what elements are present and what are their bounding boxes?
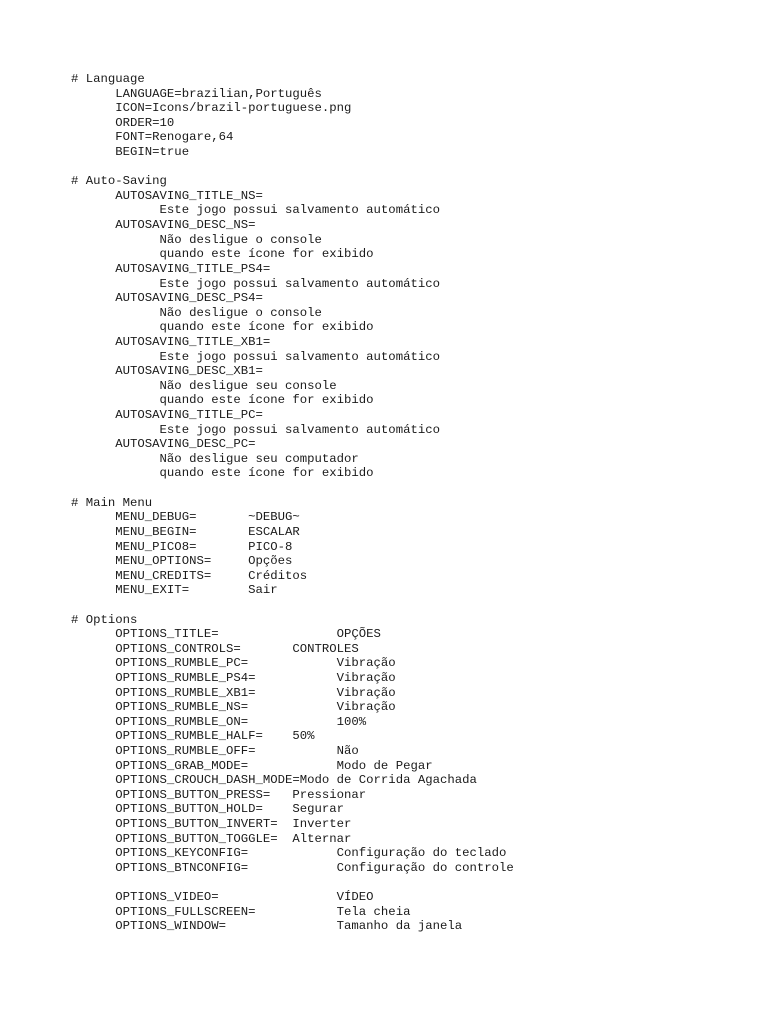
text-line: OPTIONS_RUMBLE_ON= 100% (71, 714, 367, 729)
text-line: OPTIONS_BUTTON_PRESS= Pressionar (71, 787, 367, 802)
text-line: OPTIONS_VIDEO= VÍDEO (71, 890, 374, 905)
text-document (71, 72, 514, 934)
text-line: MENU_PICO8= PICO-8 (71, 539, 293, 554)
text-line: OPTIONS_RUMBLE_PC= Vibração (71, 656, 396, 671)
text-line: MENU_OPTIONS= Opções (71, 554, 293, 569)
text-line: FONT=Renogare,64 (71, 130, 234, 145)
text-line: AUTOSAVING_TITLE_PS4= (71, 261, 271, 276)
text-line: MENU_BEGIN= ESCALAR (71, 524, 300, 539)
text-line: Este jogo possui salvamento automático (71, 349, 440, 364)
text-line: OPTIONS_BUTTON_INVERT= Inverter (71, 817, 352, 832)
text-line: OPTIONS_BUTTON_HOLD= Segurar (71, 802, 345, 817)
section-heading: # Options (71, 612, 138, 627)
text-line (71, 598, 514, 613)
text-line: AUTOSAVING_TITLE_XB1= (71, 334, 271, 349)
text-line: Este jogo possui salvamento automático (71, 422, 440, 437)
text-line (71, 481, 514, 496)
text-line: Este jogo possui salvamento automático (71, 276, 440, 291)
text-line (71, 876, 514, 891)
text-line: AUTOSAVING_DESC_NS= (71, 218, 256, 233)
text-line: Não desligue o console (71, 305, 322, 320)
text-line: BEGIN=true (71, 145, 190, 160)
text-line: LANGUAGE=brazilian,Português (71, 86, 322, 101)
text-line: OPTIONS_GRAB_MODE= Modo de Pegar (71, 758, 433, 773)
text-line: quando este ícone for exibido (71, 393, 374, 408)
text-line: MENU_DEBUG= ~DEBUG~ (71, 510, 300, 525)
text-line: AUTOSAVING_DESC_PC= (71, 437, 256, 452)
text-line: OPTIONS_RUMBLE_XB1= Vibração (71, 685, 396, 700)
text-line: AUTOSAVING_TITLE_PC= (71, 408, 263, 423)
section-heading: # Language (71, 72, 145, 86)
text-line: ICON=Icons/brazil-portuguese.png (71, 101, 352, 116)
text-line: OPTIONS_WINDOW= Tamanho da janela (71, 919, 463, 934)
text-line: OPTIONS_KEYCONFIG= Configuração do teclado (71, 846, 507, 861)
text-line: OPTIONS_BTNCONFIG= Configuração do controle (71, 860, 514, 875)
text-line: quando este ícone for exibido (71, 320, 374, 335)
text-line: quando este ícone for exibido (71, 247, 374, 262)
text-line: OPTIONS_RUMBLE_OFF= Não (71, 744, 359, 759)
text-line: Não desligue o console (71, 232, 322, 247)
text-line: AUTOSAVING_TITLE_NS= (71, 188, 263, 203)
text-line (71, 160, 514, 175)
text-line: OPTIONS_RUMBLE_PS4= Vibração (71, 670, 396, 685)
text-line: Não desligue seu console (71, 378, 337, 393)
text-line: Não desligue seu computador (71, 451, 359, 466)
text-line: OPTIONS_CROUCH_DASH_MODE=Modo de Corrida Agachada (71, 773, 477, 788)
text-line: MENU_CREDITS= Créditos (71, 568, 308, 583)
text-line: OPTIONS_RUMBLE_HALF= 50% (71, 729, 315, 744)
text-line: ORDER=10 (71, 115, 175, 130)
text-line: AUTOSAVING_DESC_XB1= (71, 364, 263, 379)
text-line: Este jogo possui salvamento automático (71, 203, 440, 218)
text-line: OPTIONS_TITLE= OPÇÕES (71, 627, 381, 642)
text-line: OPTIONS_FULLSCREEN= Tela cheia (71, 904, 411, 919)
text-line: OPTIONS_RUMBLE_NS= Vibração (71, 700, 396, 715)
text-line: AUTOSAVING_DESC_PS4= (71, 291, 263, 306)
text-line: OPTIONS_CONTROLS= CONTROLES (71, 641, 359, 656)
section-heading: # Auto-Saving (71, 174, 167, 189)
text-line: OPTIONS_BUTTON_TOGGLE= Alternar (71, 831, 352, 846)
text-line: quando este ícone for exibido (71, 466, 374, 481)
section-heading: # Main Menu (71, 495, 153, 510)
text-line: MENU_EXIT= Sair (71, 583, 278, 598)
